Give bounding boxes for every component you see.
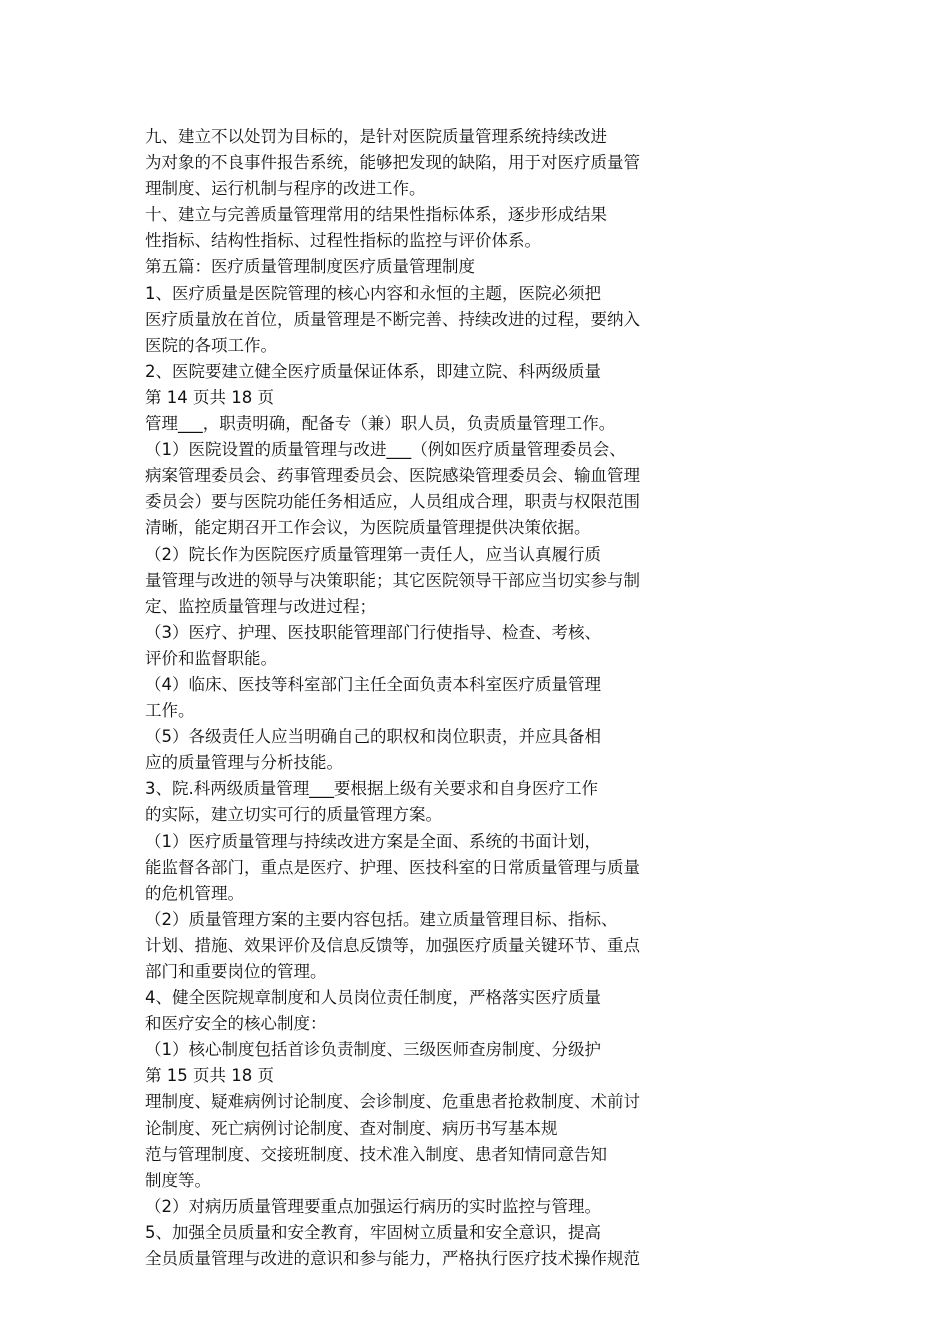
text-line: （5）各级责任人应当明确自己的职权和岗位职责，并应具备相 bbox=[145, 727, 601, 747]
text-line: 为对象的不良事件报告系统，能够把发现的缺陷，用于对医疗质量管 bbox=[145, 153, 640, 173]
text-line: 量管理与改进的领导与决策职能；其它医院领导干部应当切实参与制 bbox=[145, 570, 640, 590]
text-line: 4、健全医院规章制度和人员岗位责任制度，严格落实医疗质量 bbox=[145, 988, 601, 1008]
text-line: 十、建立与完善质量管理常用的结果性指标体系，逐步形成结果 bbox=[145, 205, 607, 225]
text-line: 九、建立不以处罚为目标的，是针对医院质量管理系统持续改进 bbox=[145, 127, 607, 146]
text-line: 范与管理制度、交接班制度、技术准入制度、患者知情同意告知 bbox=[145, 1144, 607, 1164]
text-line: 制度等。 bbox=[145, 1170, 211, 1190]
text-line: 能监督各部门，重点是医疗、护理、医技科室的日常质量管理与质量 bbox=[145, 857, 640, 877]
text-line: 论制度、死亡病例讨论制度、查对制度、病历书写基本规 bbox=[145, 1118, 558, 1138]
text-line: 病案管理委员会、药事管理委员会、医院感染管理委员会、输血管理 bbox=[145, 466, 640, 486]
text-line: 计划、措施、效果评价及信息反馈等，加强医疗质量关键环节、重点 bbox=[145, 935, 640, 955]
page-number-line: 第 14 页共 18 页 bbox=[145, 387, 274, 407]
text-line: 评价和监督职能。 bbox=[145, 648, 277, 668]
text-line: 第五篇：医疗质量管理制度医疗质量管理制度 bbox=[145, 257, 475, 277]
text-line: 委员会）要与医院功能任务相适应，人员组成合理，职责与权限范围 bbox=[145, 492, 640, 512]
text-line: 5、加强全员质量和安全教育，牢固树立质量和安全意识，提高 bbox=[145, 1222, 601, 1242]
text-line: （3）医疗、护理、医技职能管理部门行使指导、检查、考核、 bbox=[145, 622, 601, 642]
text-line: 清晰，能定期召开工作会议，为医院质量管理提供决策依据。 bbox=[145, 518, 591, 538]
text-line: 医疗质量放在首位，质量管理是不断完善、持续改进的过程，要纳入 bbox=[145, 309, 640, 329]
text-line: 3、院.科两级质量管理___要根据上级有关要求和自身医疗工作 bbox=[145, 779, 598, 799]
text-line: （1）医疗质量管理与持续改进方案是全面、系统的书面计划， bbox=[145, 831, 601, 851]
text-line: 全员质量管理与改进的意识和参与能力，严格执行医疗技术操作规范 bbox=[145, 1249, 640, 1269]
text-line: （2）质量管理方案的主要内容包括。建立质量管理目标、指标、 bbox=[145, 909, 618, 929]
text-line: 理制度、疑难病例讨论制度、会诊制度、危重患者抢救制度、术前讨 bbox=[145, 1092, 640, 1112]
text-line: 部门和重要岗位的管理。 bbox=[145, 962, 327, 981]
text-line: （2）院长作为医院医疗质量管理第一责任人，应当认真履行质 bbox=[145, 544, 601, 564]
text-line: （2）对病历质量管理要重点加强运行病历的实时监控与管理。 bbox=[145, 1196, 601, 1216]
text-line: （1）医院设置的质量管理与改进___（例如医疗质量管理委员会、 bbox=[145, 440, 626, 460]
text-line: 的实际，建立切实可行的质量管理方案。 bbox=[145, 805, 442, 825]
text-line: 管理___，职责明确，配备专（兼）职人员，负责质量管理工作。 bbox=[145, 414, 616, 434]
text-line: 性指标、结构性指标、过程性指标的监控与评价体系。 bbox=[145, 231, 541, 251]
text-line: 理制度、运行机制与程序的改进工作。 bbox=[145, 179, 426, 199]
document-page bbox=[145, 124, 785, 1272]
text-line: 应的质量管理与分析技能。 bbox=[145, 753, 343, 773]
text-line: 定、监控质量管理与改进过程； bbox=[145, 596, 376, 616]
text-line: 医院的各项工作。 bbox=[145, 335, 277, 355]
text-line: 2、医院要建立健全医疗质量保证体系，即建立院、科两级质量 bbox=[145, 361, 601, 381]
text-line: 1、医疗质量是医院管理的核心内容和永恒的主题，医院必须把 bbox=[145, 283, 601, 303]
text-line: 的危机管理。 bbox=[145, 883, 244, 903]
text-line: 和医疗安全的核心制度： bbox=[145, 1014, 327, 1034]
page-number-line: 第 15 页共 18 页 bbox=[145, 1066, 274, 1086]
text-line: （1）核心制度包括首诊负责制度、三级医师查房制度、分级护 bbox=[145, 1040, 601, 1060]
text-line: （4）临床、医技等科室部门主任全面负责本科室医疗质量管理 bbox=[145, 674, 601, 694]
text-line: 工作。 bbox=[145, 701, 195, 721]
